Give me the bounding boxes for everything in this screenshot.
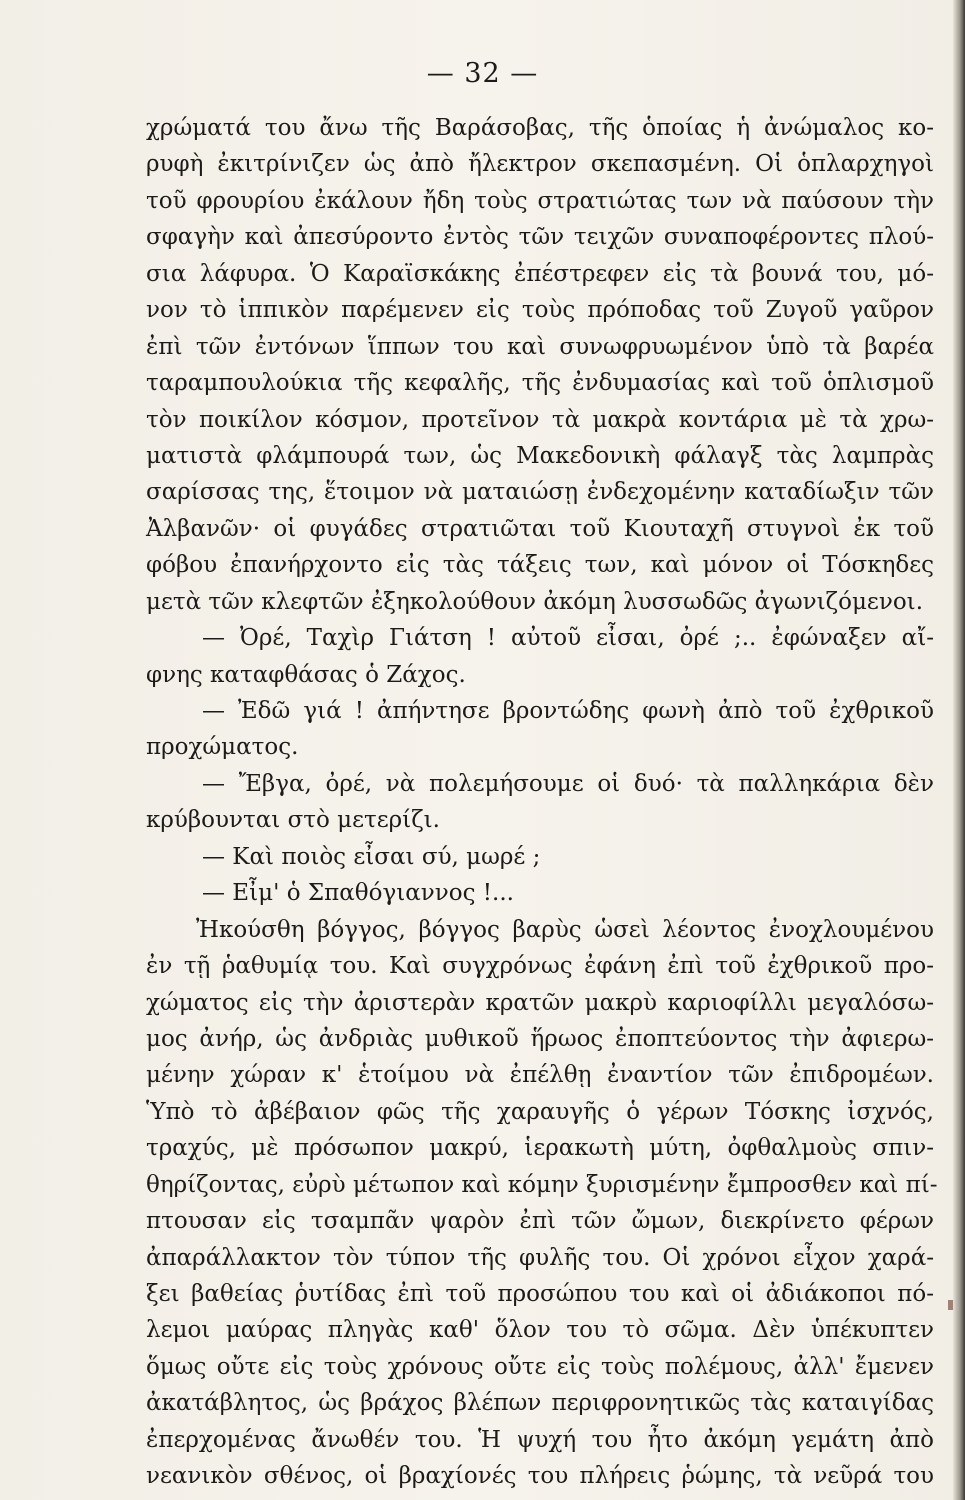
text-line: χρώματά του ἄνω τῆς Βαράσοβας, τῆς ὁποίας ἡ ἀνώμαλος κο- — [146, 115, 934, 141]
text-line: τραχύς, μὲ πρόσωπον μακρύ, ἱερακωτὴ μύτη, ὀφθαλμοὺς σπιν- — [146, 1135, 934, 1162]
text-line: τοῦ φρουρίου ἐκάλουν ἤδη τοὺς στρατιώτας των νὰ παύσουν τὴν — [146, 187, 934, 214]
text-line: — Καὶ ποιὸς εἶσαι σύ, μωρέ ; — [202, 843, 541, 870]
text-line: Ἀλβανῶν· οἱ φυγάδες στρατιῶται τοῦ Κιουταχῆ στυγνοὶ ἐκ τοῦ — [146, 515, 934, 542]
text-line: Ὑπὸ τὸ ἀβέβαιον φῶς τῆς χαραυγῆς ὁ γέρων Τόσκης ἰσχνός, — [146, 1098, 934, 1125]
text-line: κρύβουνται στὸ μετερίζι. — [146, 807, 440, 834]
text-line: λεμοι μαύρας πληγὰς καθ' ὅλον του τὸ σῶμα. Δὲν ὑπέκυπτεν — [146, 1317, 934, 1344]
text-line: νον τὸ ἱππικὸν παρέμενεν εἰς τοὺς πρόποδας τοῦ Ζυγοῦ γαῦρον — [146, 297, 934, 324]
text-line: φόβου ἐπανήρχοντο εἰς τὰς τάξεις των, καὶ μόνον οἱ Τόσκηδες — [146, 552, 934, 579]
text-line: πτουσαν εἰς τσαμπᾶν ψαρὸν ἐπὶ τῶν ὤμων, διεκρίνετο φέρων — [146, 1208, 934, 1235]
page-edge-shadow — [953, 0, 965, 1500]
text-line: ἐπερχομένας ἄνωθέν του. Ἡ ψυχή του ἦτο ἀκόμη γεμάτη ἀπὸ — [146, 1426, 934, 1453]
text-line: θηρίζοντας, εὐρὺ μέτωπον καὶ κόμην ξυρισμένην ἔμπροσθεν καὶ πί- — [146, 1171, 938, 1198]
text-line: ξει βαθείας ῥυτίδας ἐπὶ τοῦ προσώπου του καὶ οἱ ἀδιάκοποι πό- — [146, 1281, 934, 1307]
text-line: — Ἐδῶ γιά ! ἀπήντησε βροντώδης φωνὴ ἀπὸ τοῦ ἐχθρικοῦ — [202, 698, 934, 724]
text-line: ταραμπουλούκια τῆς κεφαλῆς, τῆς ἐνδυμασίας καὶ τοῦ ὁπλισμοῦ — [146, 370, 934, 397]
text-line: σια λάφυρα. Ὁ Καραϊσκάκης ἐπέστρεφεν εἰς τὰ βουνά του, μό- — [146, 260, 934, 287]
text-line: χώματος εἰς τὴν ἀριστερὰν κρατῶν μακρὺ καριοφίλλι μεγαλόσω- — [146, 989, 934, 1016]
text-line: μένην χώραν κ' ἑτοίμου νὰ ἐπέλθῃ ἐναντίον τῶν ἐπιδρομέων. — [146, 1062, 934, 1089]
text-line: ἀκατάβλητος, ὡς βράχος βλέπων περιφρονητικῶς τὰς καταιγίδας — [146, 1390, 934, 1417]
text-line: Ἠκούσθη βόγγος, βόγγος βαρὺς ὡσεὶ λέοντος ἐνοχλουμένου — [196, 916, 934, 943]
text-line: ρυφὴ ἐκιτρίνιζεν ὡς ἀπὸ ἤλεκτρον σκεπασμένη. Οἱ ὁπλαρχηγοὶ — [146, 151, 934, 178]
text-line: ἀπαράλλακτον τὸν τύπον τῆς φυλῆς του. Οἱ χρόνοι εἶχον χαρά- — [146, 1244, 934, 1271]
page-number: — 32 — — [426, 58, 539, 89]
text-line: ἐν τῇ ῥαθυμίᾳ του. Καὶ συγχρόνως ἐφάνη ἐπὶ τοῦ ἐχθρικοῦ προ- — [146, 953, 934, 980]
text-line: τὸν ποικίλον κόσμον, προτεῖνον τὰ μακρὰ κοντάρια μὲ τὰ χρω- — [146, 406, 934, 433]
text-line: μος ἀνήρ, ὡς ἀνδριὰς μυθικοῦ ἥρωος ἐποπτεύοντος τὴν ἀφιερω- — [146, 1025, 934, 1052]
text-line: — Εἶμ' ὁ Σπαθόγιαννος !... — [202, 880, 514, 907]
text-line: φνης καταφθάσας ὁ Ζάχος. — [146, 661, 466, 688]
text-line: μετὰ τῶν κλεφτῶν ἐξηκολούθουν ἀκόμη λυσσωδῶς ἀγωνιζόμενοι. — [146, 588, 924, 615]
body-text — [146, 110, 938, 1495]
text-line: ἐπὶ τῶν ἐντόνων ἵππων του καὶ συνωφρυωμένον ὑπὸ τὰ βαρέα — [146, 333, 934, 360]
text-line: σφαγὴν καὶ ἀπεσύροντο ἐντὸς τῶν τειχῶν συναποφέροντες πλού- — [146, 224, 934, 251]
text-line: — Ἔβγα, ὀρέ, νὰ πολεμήσουμε οἱ δυό· τὰ παλληκάρια δὲν — [202, 770, 934, 797]
text-line: ματιστὰ φλάμπουρά των, ὡς Μακεδονικὴ φάλαγξ τὰς λαμπρὰς — [146, 442, 934, 469]
text-line: — Ὀρέ, Ταχὶρ Γιάτση ! αὐτοῦ εἶσαι, ὀρέ ;.. ἐφώναξεν αἴ- — [202, 625, 934, 652]
text-line: προχώματος. — [146, 734, 299, 761]
text-line: ὅμως οὔτε εἰς τοὺς χρόνους οὔτε εἰς τοὺς πολέμους, ἀλλ' ἔμενεν — [146, 1353, 934, 1380]
text-line: σαρίσσας της, ἕτοιμον νὰ ματαιώσῃ ἐνδεχομένην καταδίωξιν τῶν — [146, 479, 934, 506]
text-line: νεανικὸν σθένος, οἱ βραχίονές του πλήρεις ῥώμης, τὰ νεῦρά του — [146, 1463, 934, 1490]
